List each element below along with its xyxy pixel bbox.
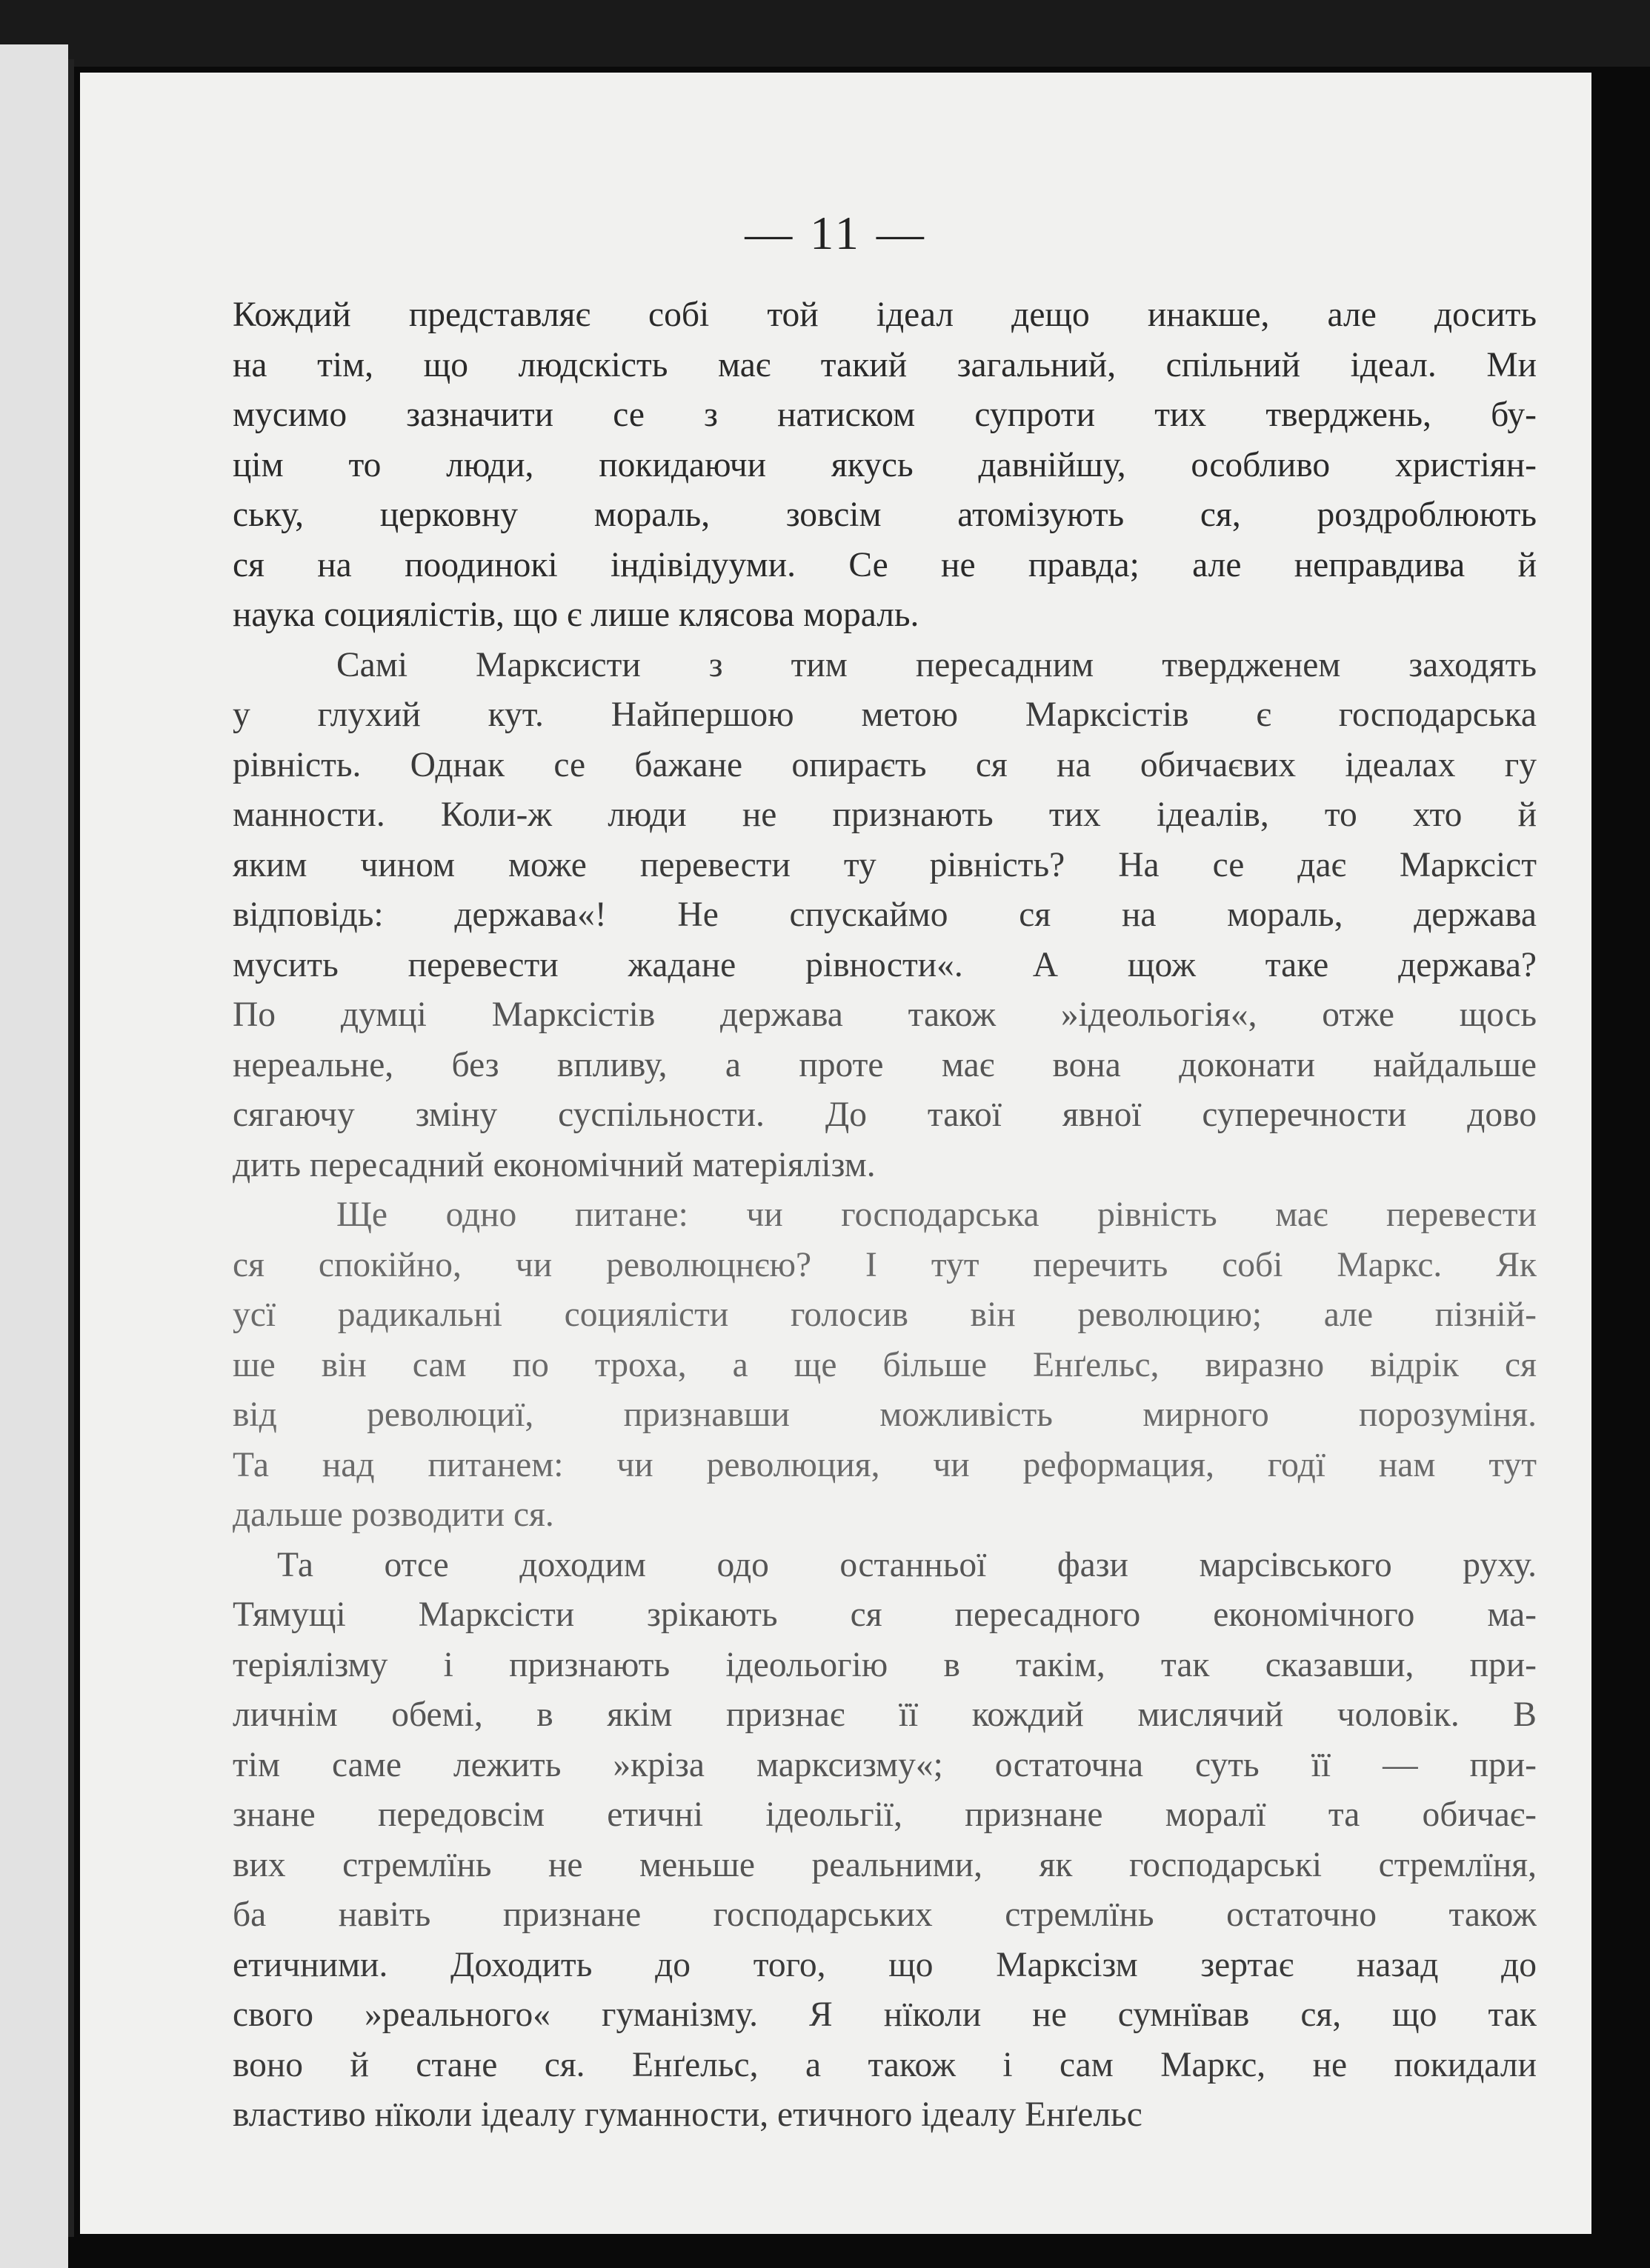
- text-line: дить пересадний економічний матеріялізм.: [233, 1145, 876, 1184]
- text-line: етичними. Доходить до того, що Марксізм зертає назад до: [233, 1945, 1537, 1984]
- text-line: знане передовсім етичні ідеольгії, признане моралї та обичає-: [233, 1795, 1537, 1834]
- book-page: [80, 73, 1591, 2234]
- text-line: наука социялістів, що є лише клясова мораль.: [233, 596, 919, 634]
- page-number: — 11 —: [745, 207, 927, 259]
- text-line: від революциї, признавши можливість мирного порозуміня.: [233, 1395, 1537, 1434]
- text-line: нереальне, без впливу, а проте має вона доконати найдальше: [233, 1045, 1537, 1084]
- text-line: ся спокійно, чи революцнєю? І тут перечить собі Маркс. Як: [233, 1245, 1537, 1284]
- text-line: цім то люди, покидаючи якусь давнійшу, особливо христіян-: [233, 445, 1537, 484]
- text-line: тім саме лежить »кріза марксизму«; остаточна суть її — при-: [233, 1745, 1537, 1784]
- text-line: манности. Коли-ж люди не признають тих ідеалів, то хто й: [233, 796, 1537, 834]
- text-line: відповідь: держава«! Не спускаймо ся на мораль, держава: [233, 895, 1537, 934]
- text-line: ба навіть признане господарських стремлїнь остаточно також: [233, 1895, 1537, 1934]
- text-line: мусить перевести жадане рівности«. А щож таке держава?: [233, 945, 1537, 984]
- text-line: ся на поодинокі індівідууми. Се не правда; але неправдива й: [233, 545, 1537, 584]
- text-line: властиво нїколи ідеалу гуманности, етичного ідеалу Енґельс: [233, 2095, 1142, 2134]
- text-line: По думці Марксістів держава також »ідеольогія«, отже щось: [233, 995, 1537, 1034]
- text-line: яким чином може перевести ту рівність? На се дає Марксіст: [233, 845, 1537, 884]
- paragraph-first-line: Ще одно питане: чи господарська рівність має перевести: [336, 1195, 1537, 1234]
- text-line: ше він сам по троха, а ще більше Енґельс, виразно відрік ся: [233, 1345, 1537, 1384]
- paragraph-first-line: Та отсе доходим одо останньої фази марсівського руху.: [277, 1545, 1537, 1584]
- book-binding-edge: [0, 0, 1650, 67]
- paragraph-first-line: Самі Марксисти з тим пересадним твердженем заходять: [336, 645, 1537, 684]
- text-line: на тім, що людскість має такий загальний, спільний ідеал. Ми: [233, 345, 1537, 384]
- text-line: теріялізму і признають ідеольогію в такім, так сказавши, при-: [233, 1645, 1537, 1684]
- text-line: рівність. Однак се бажане опираєть ся на обичаєвих ідеалах гу: [233, 745, 1537, 784]
- text-line: у глухий кут. Найпершою метою Марксістів є господарська: [233, 696, 1537, 734]
- text-line: усї радикальні социялісти голосив він революцию; але пізній-: [233, 1295, 1537, 1334]
- text-line: Тямущі Марксісти зрікають ся пересадного економічного ма-: [233, 1595, 1537, 1634]
- facing-page-edge: [0, 44, 68, 2268]
- text-line: личнім обемі, в якім признає її кождий мислячий чоловік. В: [233, 1695, 1537, 1734]
- text-line: сягаючу зміну суспільности. До такої явної суперечности дово: [233, 1095, 1537, 1134]
- body-text: [233, 290, 1537, 2141]
- text-line: воно й стане ся. Енґельс, а також і сам Маркс, не покидали: [233, 2045, 1537, 2084]
- text-line: вих стремлїнь не меньше реальними, як господарські стремлїня,: [233, 1845, 1537, 1884]
- text-line: ську, церковну мораль, зовсім атомізують ся, роздроблюють: [233, 496, 1537, 534]
- text-line: Та над питанем: чи революция, чи реформация, годї нам тут: [233, 1445, 1537, 1484]
- text-line: Кождий представляє собі той ідеал дещо инакше, але досить: [233, 296, 1537, 334]
- text-line: дальше розводити ся.: [233, 1495, 554, 1534]
- text-line: свого »реального« гуманізму. Я нїколи не сумнївав ся, що так: [233, 1995, 1537, 2034]
- page-gutter-line: [68, 59, 74, 2237]
- text-line: мусимо зазначити се з натиском супроти тих тверджень, бу-: [233, 396, 1537, 434]
